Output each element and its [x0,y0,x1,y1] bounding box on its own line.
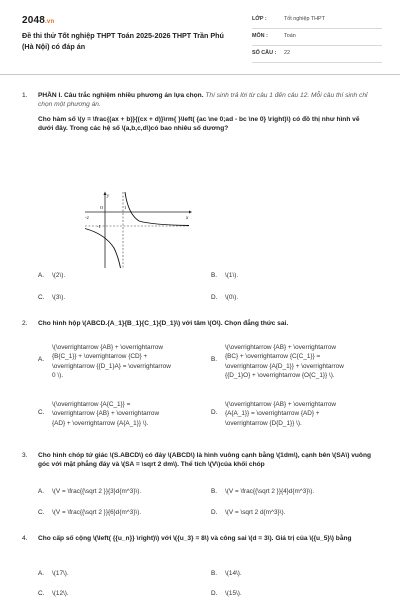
option-label: A. [38,570,45,577]
header-divider [0,74,400,75]
part-title: PHẦN I. Câu trắc nghiệm nhiều phương án lựa chọn. [38,92,204,99]
question-number: 3. [22,452,28,459]
option-line: \(\overrightarrow {A{C_1}} = [52,401,131,408]
origin-label: O [100,205,104,210]
option-text: \(V = \frac{{\sqrt 2 }}{6}d{m^3}\). [52,509,142,516]
option-c[interactable] [38,590,69,599]
option-label: B. [211,356,218,363]
option-line: \(\overrightarrow {AB} + \overrightarrow [225,344,336,351]
x-axis-label: x [186,216,189,221]
meta-row-subject [252,29,382,46]
option-a[interactable] [38,272,65,281]
option-c[interactable] [38,509,141,518]
option-line: \overrightarrow {D{D_1}} \). [225,419,302,427]
question-2 [22,320,382,336]
option-d[interactable] [211,400,383,428]
meta-label: SỐ CÂU : [252,50,277,57]
option-a[interactable] [38,570,69,579]
question-stem: Cho cấp số cộng \(\left( {{u_n}} \right)\) với \({u_3} = 8\) và công sai \(d = 3\). Giá trị của \({u_5}\) bằng [38,535,352,542]
option-label: A. [38,356,45,363]
tick-label-neg1: -1 [97,224,101,229]
tick-label-1: 1 [124,205,127,210]
option-text: \(12\). [52,590,69,597]
option-text [225,343,344,380]
part-note: Thí sinh trả lời từ câu 1 đến câu 12. Mỗi câu thí sinh chỉ chọn một phương án. [38,92,368,108]
part-instructions [38,92,376,110]
option-b[interactable] [211,343,383,380]
option-label: C. [38,409,45,416]
option-text: \(0\). [225,294,239,301]
option-c[interactable] [38,400,208,428]
option-label: D. [211,590,218,597]
option-label: D. [211,294,218,301]
option-d[interactable] [211,509,285,518]
x-axis-arrow [189,211,192,214]
option-text: \(2\). [52,272,66,279]
logo-suffix: .vn [45,19,55,25]
site-logo[interactable] [22,14,54,28]
option-label: C. [38,294,45,301]
question-body [38,320,376,329]
meta-row-class [252,12,382,29]
option-text: \(V = \frac{{\sqrt 2 }}{3}d{m^3}\). [52,488,142,495]
option-b[interactable] [211,488,314,497]
option-line: {B{C_1}} + \overrightarrow {CD} + [52,353,148,361]
option-line: \overrightarrow {{D_1}A} = \overrightarrow [52,362,171,370]
option-text: \(17\). [52,570,69,577]
option-label: A. [38,272,45,279]
option-text: \(V = \frac{{\sqrt 2 }}{4}d{m^3}\). [225,488,315,495]
option-a[interactable] [38,343,208,380]
option-line: {A{A_1}} = \overrightarrow {AD} + [225,410,320,418]
option-label: B. [211,488,218,495]
option-line: \(\overrightarrow {AB} + \overrightarrow [52,344,163,351]
option-label: D. [211,509,218,516]
option-line: {AD} + \overrightarrow {A{A_1}} \). [52,419,149,427]
question-number: 2. [22,320,28,327]
meta-value: 22 [284,50,290,57]
option-d[interactable] [211,590,242,599]
document-title: Đề thi thử Tốt nghiệp THPT Toán 2025-2026 THPT Trần Phú (Hà Nội) có đáp án [22,31,224,52]
option-line: {BC} + \overrightarrow {C{C_1}} = [225,353,321,361]
option-a[interactable] [38,488,141,497]
meta-value: Tốt nghiệp THPT [284,16,325,23]
meta-row-count [252,46,382,63]
option-text [52,400,159,428]
question-body [38,92,376,134]
question-3 [22,452,382,480]
option-text: \(3\). [52,294,66,301]
question-body [38,535,376,544]
option-text [225,400,336,428]
question-body [38,452,376,470]
function-graph [83,190,193,270]
option-line: \overrightarrow {A{D_1}} + \overrightarrow [225,362,344,370]
y-axis-label: y [107,194,110,199]
curve-left-branch [85,229,121,269]
option-text: \(14\). [225,570,242,577]
option-label: D. [211,409,218,416]
logo-main: 2048 [22,15,46,26]
option-d[interactable] [211,294,238,303]
question-number: 4. [22,535,28,542]
option-label: C. [38,590,45,597]
meta-label: LỚP : [252,16,267,23]
option-text: \(1\). [225,272,239,279]
option-line: {{D_1}O} + \overrightarrow {O{C_1}} \). [225,371,335,379]
option-text [52,343,171,380]
option-label: B. [211,570,218,577]
option-text: \(15\). [225,590,242,597]
option-b[interactable] [211,570,242,579]
meta-label: MÔN : [252,33,268,40]
option-label: C. [38,509,45,516]
document-header [0,0,400,72]
option-line: \(\overrightarrow {AB} + \overrightarrow [225,401,336,408]
question-stem: Cho hình chóp tứ giác \(S.ABCD\) có đáy \(ABCD\) là hình vuông cạnh bằng \(1dm\), cạnh bên \(SA\) vuông góc với mặt phẳng đáy và \(SA = \sqrt 2 dm\). Thể tích \(V\)của khối chóp [38,452,371,468]
tick-label-neg2: -2 [85,215,89,220]
meta-value: Toán [284,33,296,40]
option-line: 0 \). [52,371,64,379]
option-text: \(V = \sqrt 2 d{m^3}\). [225,509,286,516]
option-b[interactable] [211,272,238,281]
question-1 [22,92,382,308]
option-label: A. [38,488,45,495]
exam-meta-table [252,12,382,63]
curve-right-branch [125,192,189,226]
option-line: \overrightarrow {AB} + \overrightarrow [52,410,160,418]
question-stem: Cho hàm số \(y = \frac{(ax + b)}{(cx + d)}\rm{ }\left( {ac \ne 0;ad - bc \ne 0} \right)\) có đồ thị như hình vẽ dưới đây. Trong các hệ số \(a,b,c,d\)có bao nhiêu số dương? [38,115,360,132]
question-4 [22,535,382,563]
option-label: B. [211,272,218,279]
question-stem: Cho hình hộp \(ABCD.{A_1}{B_1}{C_1}{D_1}\) với tâm \(O\). Chọn đẳng thức sai. [38,320,289,327]
question-number: 1. [22,92,28,99]
option-c[interactable] [38,294,65,303]
